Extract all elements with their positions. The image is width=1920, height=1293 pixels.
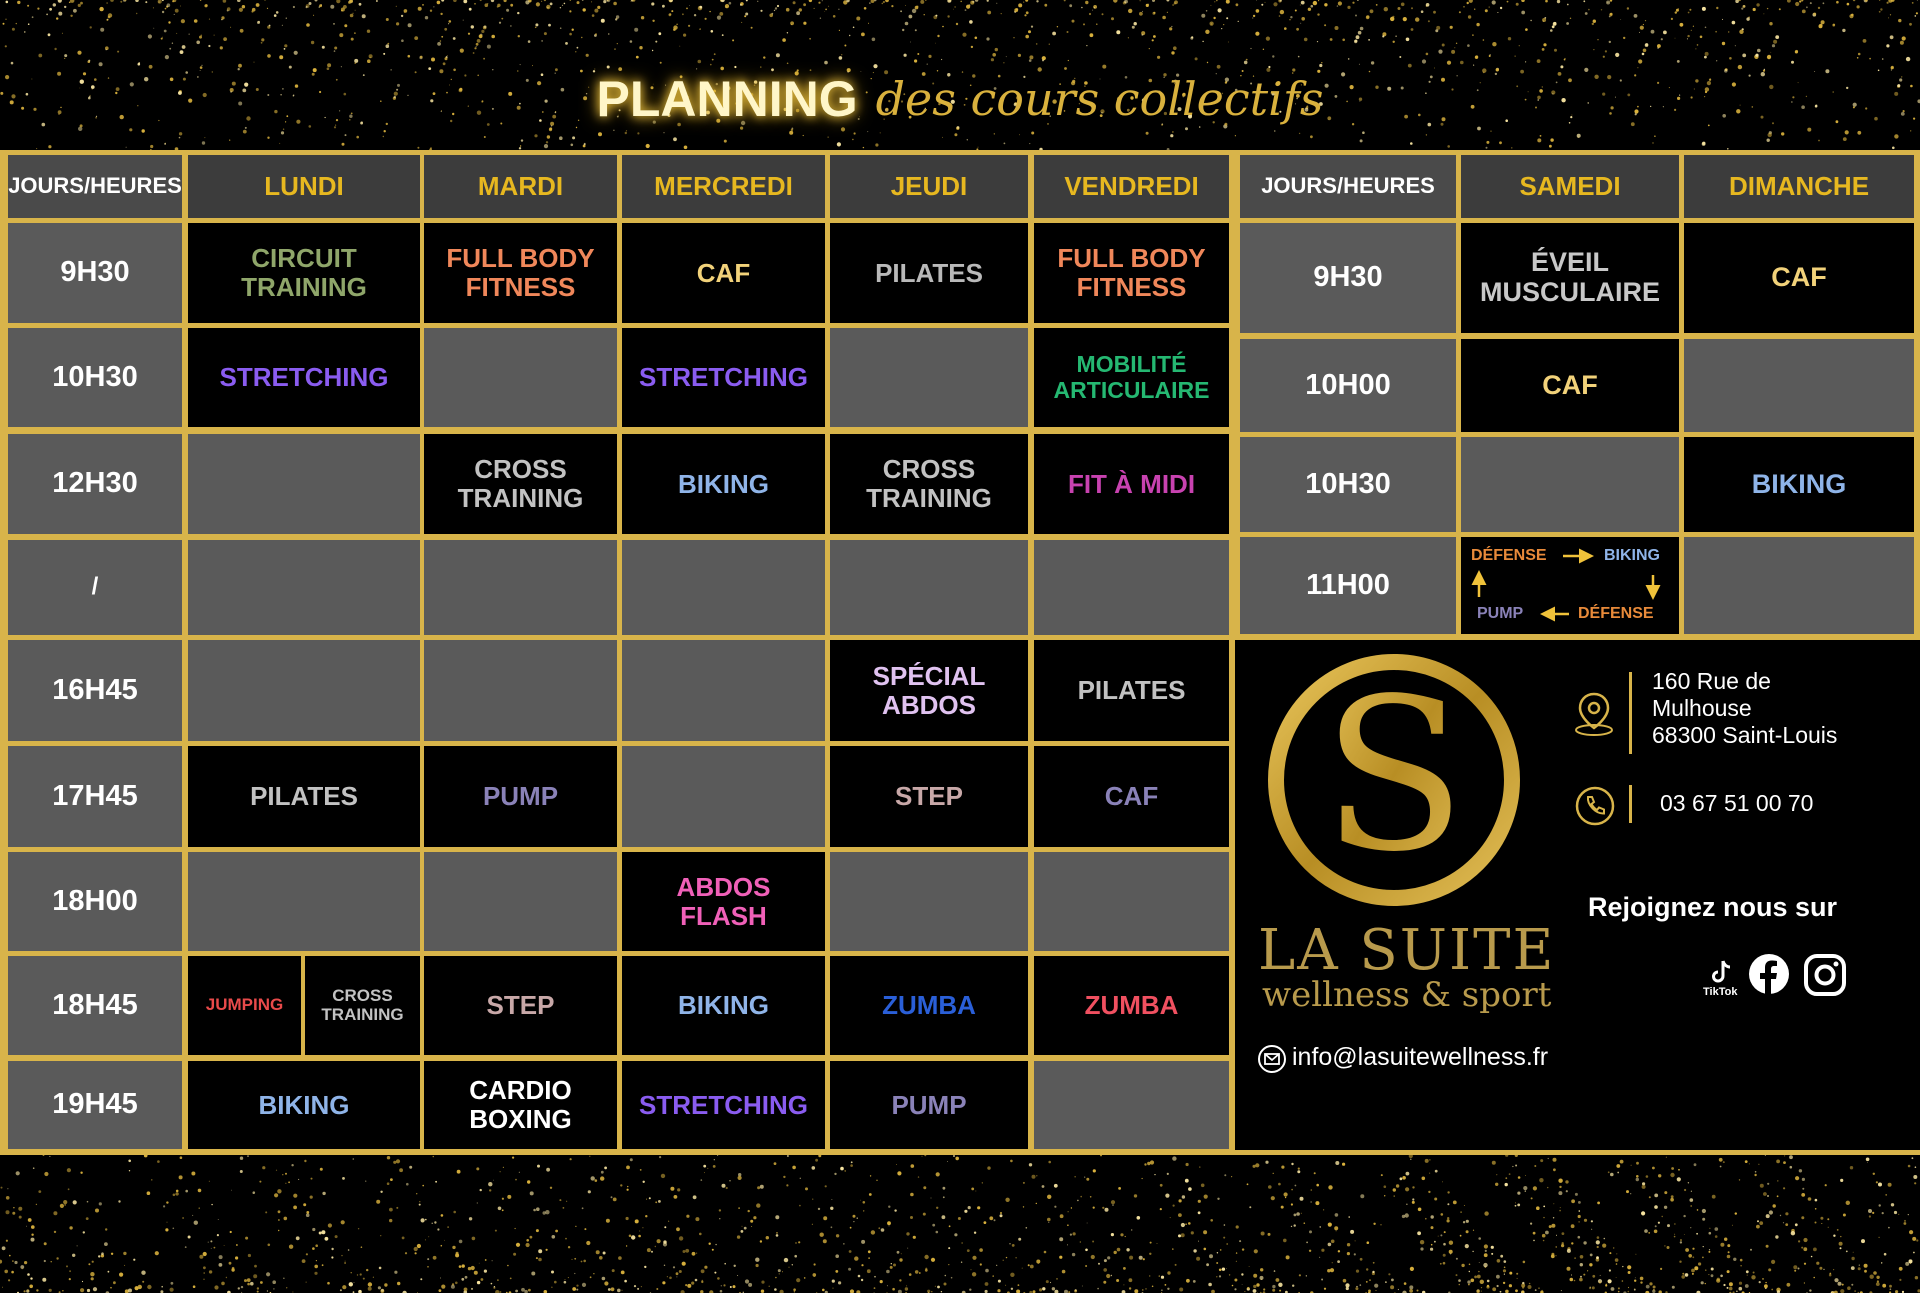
class-name-line: ABDOS — [676, 871, 771, 902]
time-slot-cell: 10H00 — [1240, 339, 1456, 432]
time-slot-cell: / — [8, 540, 182, 635]
class-name-line: BOXING — [469, 1104, 572, 1134]
time-slot-cell: 17H45 — [8, 746, 182, 847]
class-cell[interactable] — [830, 1061, 1028, 1149]
address-divider — [1629, 672, 1632, 754]
class-name — [697, 259, 750, 288]
empty-slot — [622, 746, 825, 847]
class-cell[interactable] — [1461, 223, 1679, 333]
class-cell[interactable] — [1684, 223, 1914, 333]
class-name-line: STRETCHING — [219, 362, 389, 393]
join-us-label: Rejoignez nous sur — [1588, 892, 1838, 922]
address-line-1: 160 Rue de — [1652, 668, 1771, 694]
class-name-line: CAF — [1104, 781, 1159, 812]
cycle-label-bottom-left: PUMP — [1477, 605, 1524, 622]
empty-slot — [188, 540, 420, 635]
time-header-line: JOURS/ — [8, 173, 91, 199]
class-name — [1054, 352, 1210, 403]
class-name-line: STEP — [895, 781, 963, 812]
empty-slot — [188, 852, 420, 951]
class-cell[interactable] — [622, 852, 825, 951]
time-header-line: JOURS/ — [1261, 173, 1344, 199]
tiktok-label: TikTok — [1703, 986, 1738, 998]
class-name — [866, 455, 992, 512]
time-slot-cell: 11H00 — [1240, 537, 1456, 634]
class-name-line: BIKING — [1751, 468, 1847, 499]
class-name-line: PUMP — [482, 781, 559, 812]
phone-divider — [1629, 785, 1632, 823]
class-name — [458, 455, 584, 512]
class-name-line: FITNESS — [465, 272, 576, 302]
empty-slot — [830, 540, 1028, 635]
page-title — [0, 70, 1920, 128]
time-header-cell — [1240, 155, 1456, 218]
time-header-cell — [8, 155, 182, 218]
empty-slot — [622, 640, 825, 741]
empty-slot — [1684, 339, 1914, 432]
class-cell[interactable] — [830, 746, 1028, 847]
class-name — [1057, 244, 1205, 301]
address-line-3: 68300 Saint-Louis — [1652, 722, 1838, 748]
time-header-line: HEURES — [90, 173, 182, 199]
class-name-line: CAF — [1771, 262, 1827, 293]
class-name-line: ZUMBA — [882, 990, 976, 1021]
class-name-line: STRETCHING — [639, 362, 808, 393]
empty-slot — [1034, 540, 1229, 635]
address-block — [1652, 668, 1892, 749]
class-cell[interactable] — [1684, 437, 1914, 532]
time-slot-cell: 18H45 — [8, 956, 182, 1055]
class-cell[interactable] — [424, 434, 617, 534]
empty-slot — [830, 852, 1028, 951]
class-name — [259, 1091, 350, 1120]
email-address[interactable]: info@lasuitewellness.fr — [1292, 1043, 1549, 1071]
class-cell[interactable] — [830, 956, 1028, 1055]
logo-letter: S — [1322, 653, 1466, 898]
class-name — [250, 782, 358, 811]
class-name — [1105, 782, 1158, 811]
class-name-line: TRAINING — [321, 1004, 404, 1024]
empty-slot — [1034, 1061, 1229, 1149]
time-slot-cell: 10H30 — [8, 328, 182, 427]
time-slot-cell: 19H45 — [8, 1061, 182, 1149]
cycle-label-top-left: DÉFENSE — [1471, 547, 1547, 564]
class-name — [891, 1091, 966, 1120]
class-cell[interactable] — [188, 328, 420, 427]
brand-tagline: wellness & sport — [1262, 975, 1552, 1015]
rotation-cycle-cell[interactable] — [1461, 537, 1679, 634]
class-name-line: SPÉCIAL — [872, 660, 986, 691]
class-name-line: TRAINING — [241, 272, 367, 302]
day-header-mardi: MARDI — [424, 155, 617, 218]
time-slot-cell: 16H45 — [8, 640, 182, 741]
title-planning: PLANNING — [596, 71, 858, 127]
class-name-line: ÉVEIL — [1530, 247, 1610, 278]
time-slot-cell: 12H30 — [8, 434, 182, 534]
class-name — [1085, 991, 1179, 1020]
time-slot-cell: 10H30 — [1240, 437, 1456, 532]
class-name — [1752, 470, 1847, 500]
class-name-line: ABDOS — [882, 689, 976, 720]
class-name-line: MOBILITÉ — [1076, 351, 1187, 378]
cycle-arrows-icon — [1461, 537, 1679, 634]
class-name-line: CROSS — [474, 454, 567, 485]
empty-slot — [424, 540, 617, 635]
cycle-label-top-right: BIKING — [1604, 547, 1660, 564]
class-cell[interactable] — [424, 223, 617, 323]
class-cell[interactable] — [188, 746, 420, 847]
empty-slot — [424, 852, 617, 951]
class-cell[interactable] — [1034, 746, 1229, 847]
class-name — [220, 363, 389, 392]
class-name — [469, 1076, 572, 1133]
class-name-line: CROSS — [882, 454, 976, 485]
class-name-line: PILATES — [1077, 675, 1186, 706]
class-name — [1542, 371, 1598, 401]
empty-slot — [622, 540, 825, 635]
class-name — [1771, 263, 1827, 293]
title-subtitle: des cours collectifs — [875, 72, 1324, 126]
cycle-label-bottom-right: DÉFENSE — [1578, 605, 1654, 622]
brand-name: LA SUITE — [1258, 918, 1556, 983]
facebook-icon[interactable] — [1748, 953, 1790, 995]
empty-slot — [1684, 537, 1914, 634]
class-name-line: PILATES — [250, 781, 358, 812]
class-name-line: BIKING — [678, 468, 769, 499]
class-name-line: BIKING — [258, 1089, 350, 1120]
class-cell[interactable] — [1034, 434, 1229, 534]
class-name-line: FULL BODY — [1057, 243, 1206, 274]
class-name-line: JUMPING — [205, 995, 284, 1015]
class-cell[interactable] — [622, 328, 825, 427]
class-name-line: FIT À MIDI — [1067, 468, 1196, 499]
class-name-line: STRETCHING — [639, 1089, 808, 1120]
class-name-line: STEP — [486, 990, 555, 1021]
la-suite-logo-icon — [1262, 648, 1526, 912]
class-name-line: BIKING — [678, 990, 769, 1021]
class-name-line: PUMP — [891, 1089, 967, 1120]
empty-slot — [424, 328, 617, 427]
class-name-line: ZUMBA — [1084, 990, 1179, 1021]
class-name — [446, 244, 594, 301]
class-name — [678, 991, 769, 1020]
class-cell[interactable] — [1034, 328, 1229, 427]
class-name — [1078, 676, 1186, 705]
class-name-line: CIRCUIT — [251, 243, 357, 274]
class-cell[interactable] — [1034, 640, 1229, 741]
class-name — [678, 470, 769, 499]
class-name-line: FITNESS — [1076, 272, 1187, 302]
empty-slot — [188, 434, 420, 534]
time-slot-cell: 18H00 — [8, 852, 182, 951]
class-cell[interactable] — [622, 434, 825, 534]
class-name — [873, 662, 986, 719]
empty-slot — [830, 328, 1028, 427]
class-cell[interactable] — [622, 1061, 825, 1149]
address-line-2: Mulhouse — [1652, 695, 1752, 721]
class-cell[interactable] — [424, 746, 617, 847]
class-cell[interactable] — [305, 956, 420, 1055]
class-cell[interactable] — [1034, 956, 1229, 1055]
class-name-line: FULL BODY — [446, 243, 595, 274]
class-cell[interactable] — [424, 956, 617, 1055]
class-cell[interactable] — [830, 434, 1028, 534]
class-cell[interactable] — [188, 223, 420, 323]
class-name — [639, 363, 808, 392]
tiktok-icon[interactable] — [1708, 958, 1736, 986]
class-name-line: FLASH — [680, 900, 767, 931]
class-name — [1480, 248, 1660, 307]
class-name — [321, 987, 403, 1024]
class-name-line: CARDIO — [469, 1075, 572, 1106]
class-name-line: CAF — [696, 257, 751, 288]
email-icon — [1257, 1044, 1287, 1074]
class-cell[interactable] — [424, 1061, 617, 1149]
time-header-line: HEURES — [1343, 173, 1435, 199]
class-cell[interactable] — [1461, 339, 1679, 432]
day-header-jeudi: JEUDI — [830, 155, 1028, 218]
class-name-line: TRAINING — [457, 483, 584, 513]
phone-number[interactable]: 03 67 51 00 70 — [1660, 790, 1814, 816]
day-header-mercredi: MERCREDI — [622, 155, 825, 218]
class-name-line: TRAINING — [866, 483, 992, 513]
time-slot-cell: 9H30 — [1240, 223, 1456, 333]
class-name — [483, 782, 558, 811]
empty-slot — [1034, 852, 1229, 951]
class-cell[interactable] — [622, 956, 825, 1055]
class-name-line: CROSS — [332, 985, 393, 1005]
class-cell[interactable] — [830, 223, 1028, 323]
class-name-line: PILATES — [875, 257, 983, 288]
class-name — [1068, 470, 1195, 499]
class-name-line: ARTICULAIRE — [1053, 376, 1210, 403]
class-cell[interactable] — [830, 640, 1028, 741]
time-slot-cell: 9H30 — [8, 223, 182, 323]
day-header-lundi: LUNDI — [188, 155, 420, 218]
class-name — [882, 991, 976, 1020]
empty-slot — [424, 640, 617, 741]
class-name — [895, 782, 963, 811]
class-cell[interactable] — [188, 956, 301, 1055]
class-name — [241, 244, 367, 301]
class-name — [639, 1091, 808, 1120]
class-cell[interactable] — [622, 223, 825, 323]
class-name — [875, 259, 983, 288]
location-pin-icon — [1572, 690, 1616, 738]
class-cell[interactable] — [188, 1061, 420, 1149]
empty-slot — [188, 640, 420, 741]
phone-icon — [1574, 785, 1616, 827]
day-header-samedi: SAMEDI — [1461, 155, 1679, 218]
empty-slot — [1461, 437, 1679, 532]
class-name — [206, 996, 283, 1015]
class-name-line: MUSCULAIRE — [1480, 277, 1660, 307]
day-header-vendredi: VENDREDI — [1034, 155, 1229, 218]
bottom-sparkle-decoration — [0, 1155, 1920, 1293]
instagram-icon[interactable] — [1803, 953, 1847, 997]
class-cell[interactable] — [1034, 223, 1229, 323]
day-header-dimanche: DIMANCHE — [1684, 155, 1914, 218]
class-name — [487, 991, 555, 1020]
gold-glitter-bottom — [0, 1155, 1920, 1293]
class-name — [677, 873, 771, 930]
class-name-line: CAF — [1542, 369, 1598, 400]
